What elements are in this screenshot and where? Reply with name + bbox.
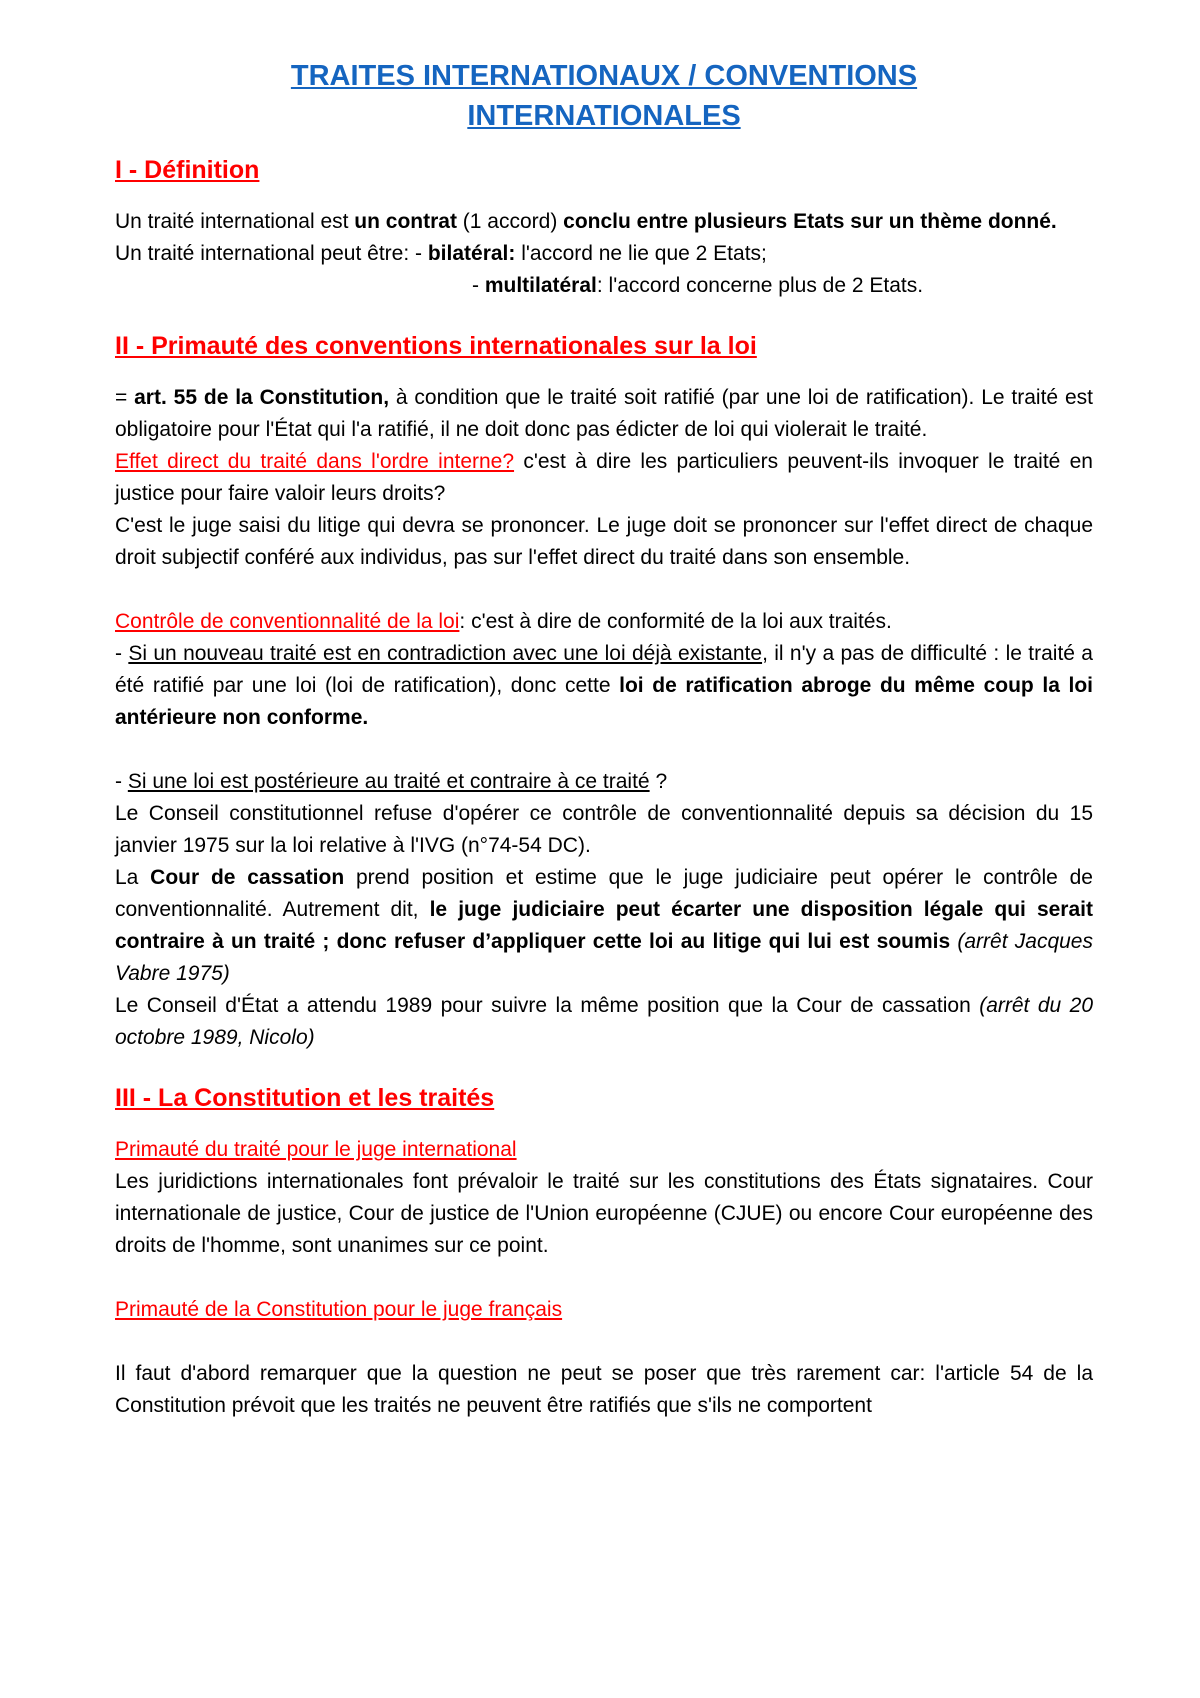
bold-run: conclu entre plusieurs Etats sur un thème donné.	[563, 210, 1057, 233]
text-run: : c'est à dire de conformité de la loi aux traités.	[459, 610, 892, 633]
section-2-heading: II - Primauté des conventions internationales sur la loi	[115, 332, 757, 360]
text-run: La	[115, 866, 151, 889]
bold-run: le juge judiciaire peut écarter une disposition légale qui serait contraire à un traité ; donc refuser d’appliquer cette loi au litige qui lui est soumis	[115, 898, 1093, 953]
s1-paragraph-2	[115, 238, 1093, 270]
text-run: l'accord ne lie que 2 Etats;	[515, 242, 767, 265]
bold-run: loi de ratification abroge du même coup la loi antérieure non conforme.	[115, 674, 1093, 729]
s2-paragraph-2	[115, 446, 1093, 510]
bold-run: multilatéral	[484, 274, 597, 297]
bold-run: art. 55 de la Constitution,	[134, 386, 390, 409]
bold-run: bilatéral:	[427, 242, 516, 265]
s2-paragraph-6	[115, 766, 1093, 798]
s1-paragraph-1	[115, 206, 1093, 238]
text-run: c'est à dire les particuliers peuvent-ils invoquer le traité en justice pour faire valoir leurs droits?	[115, 450, 1093, 505]
s3-subheading-2: Primauté de la Constitution pour le juge français	[115, 1298, 563, 1321]
title-line-1: TRAITES INTERNATIONAUX / CONVENTIONS	[290, 60, 918, 92]
bold-run: un contrat	[354, 210, 457, 233]
s3-subheading-1: Primauté du traité pour le juge international	[115, 1138, 517, 1161]
title-line-2: INTERNATIONALES	[467, 100, 741, 132]
section-3-heading: III - La Constitution et les traités	[115, 1084, 495, 1112]
s2-paragraph-5	[115, 638, 1093, 734]
s2-paragraph-4	[115, 606, 1093, 638]
text-run: -	[115, 642, 129, 665]
s1-paragraph-3	[115, 270, 1093, 302]
s2-paragraph-7: Le Conseil constitutionnel refuse d'opérer ce contrôle de conventionnalité depuis sa décision du 15 janvier 1975 sur la loi relative à l'IVG (n°74-54 DC).	[115, 802, 1093, 857]
section-1-heading: I - Définition	[115, 156, 260, 184]
s2-paragraph-1	[115, 382, 1093, 446]
red-underlined-run: Contrôle de conventionnalité de la loi	[115, 610, 460, 633]
underlined-run: Si une loi est postérieure au traité et contraire à ce traité	[127, 770, 650, 793]
text-run: Un traité international peut être: -	[115, 242, 428, 265]
text-run: (1 accord)	[456, 210, 564, 233]
text-run: -	[115, 770, 128, 793]
s3-paragraph-2: Il faut d'abord remarquer que la question ne peut se poser que très rarement car: l'article 54 de la Constitution prévoit que les traités ne peuvent être ratifiés que s'ils ne comportent	[115, 1362, 1093, 1417]
text-run: ?	[649, 770, 668, 793]
bold-run: Cour de cassation	[150, 866, 345, 889]
document-page	[115, 56, 1093, 1422]
text-run: -	[472, 274, 485, 297]
text-run: Le Conseil d'État a attendu 1989 pour suivre la même position que la Cour de cassation	[115, 994, 980, 1017]
document-title	[115, 56, 1093, 136]
s2-paragraph-9	[115, 990, 1093, 1054]
red-underlined-run: Effet direct du traité dans l'ordre interne?	[115, 450, 515, 473]
text-run: à condition que le traité soit ratifié (par une loi de ratification). Le traité est obligatoire pour l'État qui l'a ratifié, il ne doit donc pas édicter de loi qui violerait le traité.	[115, 386, 1093, 441]
text-run: prend position et estime que le juge judiciaire peut opérer le contrôle de conventionnalité. Autrement dit,	[115, 866, 1093, 921]
s2-paragraph-3: C'est le juge saisi du litige qui devra se prononcer. Le juge doit se prononcer sur l'effet direct de chaque droit subjectif conféré aux individus, pas sur l'effet direct du traité dans son ensemble.	[115, 514, 1093, 569]
text-run: =	[115, 386, 135, 409]
text-run: Un traité international est	[115, 210, 355, 233]
s3-paragraph-1: Les juridictions internationales font prévaloir le traité sur les constitutions des États signataires. Cour internationale de justice, Cour de justice de l'Union européenne (CJUE) ou encore Cour européenne des droits de l'homme, sont unanimes sur ce point.	[115, 1170, 1093, 1257]
s2-paragraph-8	[115, 862, 1093, 990]
underlined-run: Si un nouveau traité est en contradiction avec une loi déjà existante	[128, 642, 763, 665]
italic-run: (arrêt Jacques Vabre 1975)	[115, 930, 1093, 985]
text-run: , il n'y a pas de difficulté : le traité a été ratifié par une loi (loi de ratification), donc cette	[115, 642, 1093, 697]
text-run: : l'accord concerne plus de 2 Etats.	[596, 274, 924, 297]
italic-run: (arrêt du 20 octobre 1989, Nicolo)	[115, 994, 1094, 1049]
